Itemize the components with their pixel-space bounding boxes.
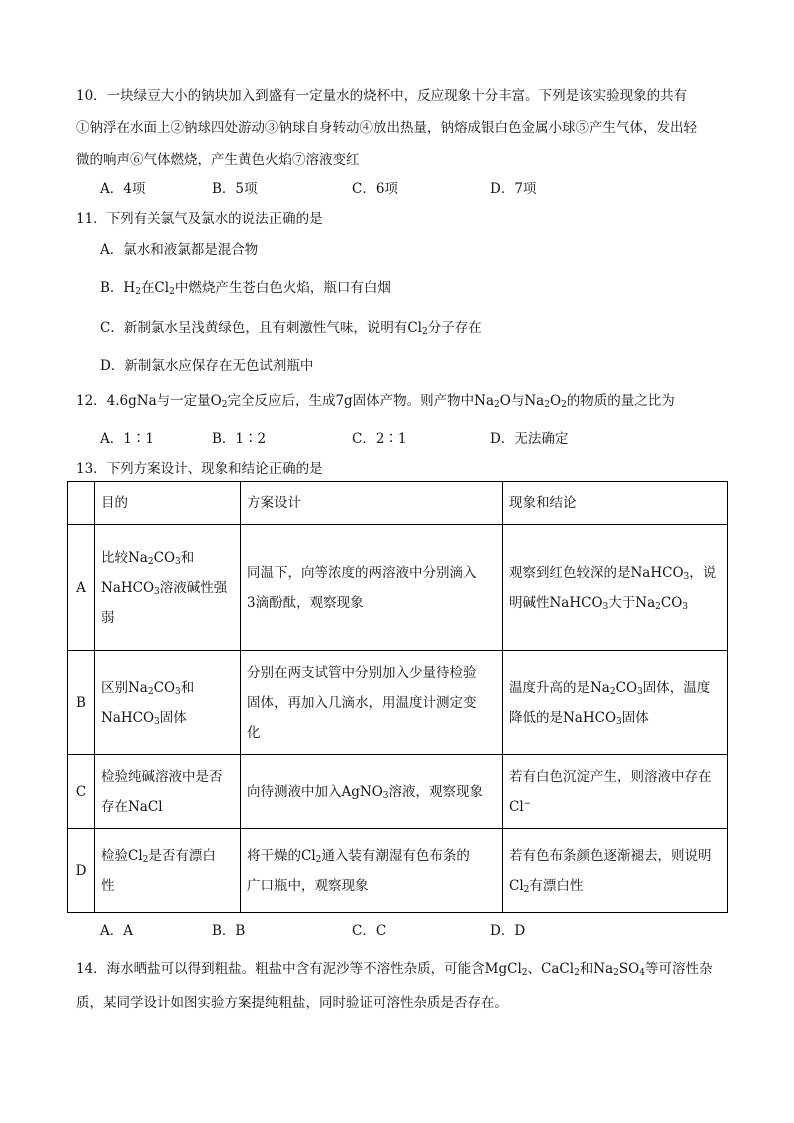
table-row — [68, 829, 728, 913]
table-row — [68, 651, 728, 755]
row-design: 同温下，向等浓度的两溶液中分别滴入 3滴酚酞，观察现象 — [241, 525, 503, 651]
q14-stem-line2: 质，某同学设计如图实验方案提纯粗盐，同时验证可溶性杂质是否存在。 — [76, 995, 508, 1011]
row-design: 将干燥的$Cl_2$通入装有潮湿有色布条的 广口瓶中，观察现象 — [241, 829, 503, 913]
table-header-result: 现象和结论 — [503, 482, 728, 525]
q13-option-d: D．D — [490, 923, 526, 939]
row-result: 若有色布条颜色逐渐褪去，则说明 $Cl_2$有漂白性 — [503, 829, 728, 913]
q13-table — [67, 481, 728, 913]
q10-option-d: D．7项 — [490, 181, 537, 197]
row-result: 观察到红色较深的是NaHCO$_3$，说 明碱性NaHCO$_3$大于$Na_2CO_3$ — [503, 525, 728, 651]
row-purpose: 区别$Na_2CO_3$和 NaHCO$_3$固体 — [95, 651, 241, 755]
table-header-design: 方案设计 — [241, 482, 503, 525]
q12-option-b: B．1∶2 — [212, 431, 267, 447]
row-result: 温度升高的是$Na_2CO_3$固体，温度 降低的是NaHCO$_3$固体 — [503, 651, 728, 755]
row-label: C — [68, 755, 95, 829]
row-label: D — [68, 829, 95, 913]
table-header-purpose: 目的 — [95, 482, 241, 525]
q11-option-d: D．新制氯水应保存在无色试剂瓶中 — [100, 358, 314, 374]
q14-stem-line1: 14．海水晒盐可以得到粗盐。粗盐中含有泥沙等不溶性杂质，可能含MgCl$_2$、CaCl$_2$和$Na_2SO_4$等可溶性杂 — [76, 961, 713, 978]
row-design: 向待测液中加入AgNO$_3$溶液，观察现象 — [241, 755, 503, 829]
q10-option-b: B．5项 — [212, 181, 258, 197]
table-row — [68, 755, 728, 829]
row-design: 分别在两支试管中分别加入少量待检验 固体，再加入几滴水，用温度计测定变 化 — [241, 651, 503, 755]
q11-option-c: C．新制氯水呈浅黄绿色，且有刺激性气味，说明有$Cl_2$分子存在 — [100, 320, 482, 337]
q11-option-a: A．氯水和液氯都是混合物 — [100, 242, 259, 258]
row-label: B — [68, 651, 95, 755]
row-label: A — [68, 525, 95, 651]
q13-option-c: C．C — [352, 923, 387, 939]
table-header-blank — [68, 482, 95, 525]
q13-option-b: B．B — [212, 923, 246, 939]
q11-stem: 11．下列有关氯气及氯水的说法正确的是 — [76, 211, 323, 227]
q11-option-b: B．$H_2$在$Cl_2$中燃烧产生苍白色火焰，瓶口有白烟 — [100, 280, 391, 297]
row-purpose: 检验$Cl_2$是否有漂白 性 — [95, 829, 241, 913]
q10-option-c: C．6项 — [352, 181, 398, 197]
q12-option-a: A．1∶1 — [100, 431, 154, 447]
table-row — [68, 525, 728, 651]
q10-stem-line2: ①钠浮在水面上②钠球四处游动③钠球自身转动④放出热量，钠熔成银白色金属小球⑤产生气体，发出轻 — [76, 120, 697, 136]
q13-stem: 13．下列方案设计、现象和结论正确的是 — [76, 461, 323, 477]
table-header-row — [68, 482, 728, 525]
q10-option-a: A．4项 — [100, 181, 146, 197]
row-purpose: 比较$Na_2CO_3$和 NaHCO$_3$溶液碱性强 弱 — [95, 525, 241, 651]
q12-stem: 12．4.6gNa与一定量$O_2$完全反应后，生成7g固体产物。则产物中$Na_2O$与$Na_2O_2$的物质的量之比为 — [76, 393, 675, 410]
q12-option-d: D．无法确定 — [490, 431, 569, 447]
q13-option-a: A．A — [100, 923, 133, 939]
row-purpose: 检验纯碱溶液中是否 存在NaCl — [95, 755, 241, 829]
q12-option-c: C．2∶1 — [352, 431, 407, 447]
q10-stem-line3: 微的响声⑥气体燃烧，产生黄色火焰⑦溶液变红 — [76, 152, 360, 168]
row-result: 若有白色沉淀产生，则溶液中存在 Cl− — [503, 755, 728, 829]
q10-stem-line1: 10．一块绿豆大小的钠块加入到盛有一定量水的烧杯中，反应现象十分丰富。下列是该实验现象的共有 — [76, 88, 688, 104]
